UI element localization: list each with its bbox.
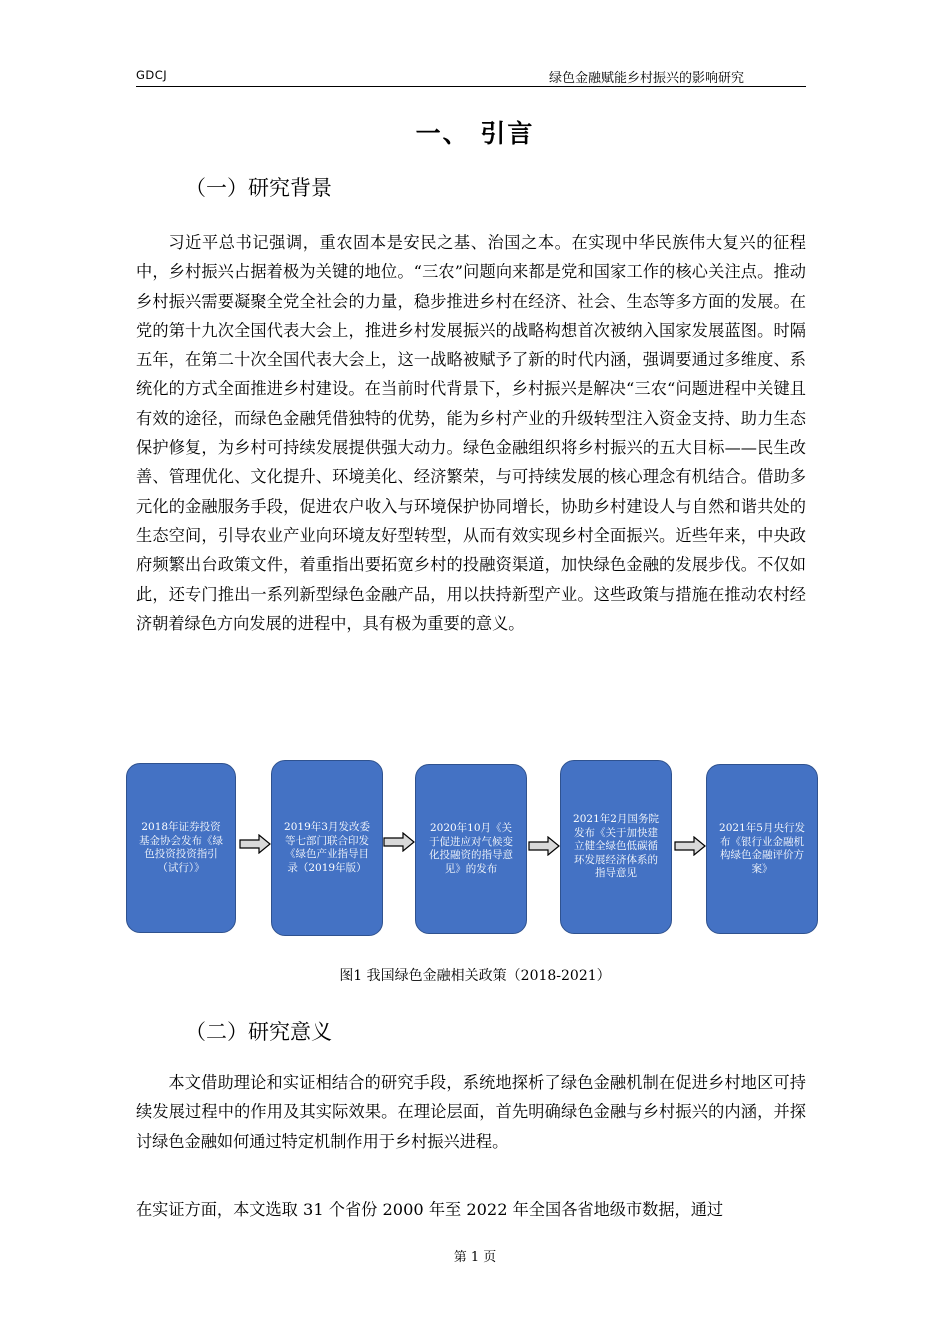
- flow-node-text: 2020年10月《关于促进应对气候变化投融资的指导意见》的发布: [429, 822, 513, 875]
- flow-node-text: 2018年证券投资基金协会发布《绿色投资投资指引（试行）》: [139, 821, 223, 874]
- right-arrow-icon: [674, 836, 706, 856]
- header-paper-title: 绿色金融赋能乡村振兴的影响研究: [548, 71, 744, 86]
- flow-node-text: 2019年3月发改委等七部门联合印发《绿色产业指导目录（2019年版）: [284, 821, 370, 874]
- page-header: [136, 66, 806, 87]
- significance-paragraph: 本文借助理论和实证相结合的研究手段，系统地探析了绿色金融机制在促进乡村地区可持续发展过程中的作用及其实际效果。在理论层面，首先明确绿色金融与乡村振兴的内涵，并探讨绿色金融如何通过特定机制作用于乡村振兴进程。: [136, 1073, 806, 1151]
- right-arrow-icon: [528, 836, 560, 856]
- header-journal-code: GDCJ: [136, 68, 168, 82]
- page-number: 第 1 页: [453, 1250, 497, 1265]
- flow-node-text: 2021年5月央行发布《银行业金融机构绿色金融评价方案》: [719, 822, 805, 875]
- background-paragraph: 习近平总书记强调，重农固本是安民之基、治国之本。在实现中华民族伟大复兴的征程中，乡村振兴占据着极为关键的地位。“三农”问题向来都是党和国家工作的核心关注点。推动乡村振兴需要凝聚全党全社会的力量，稳步推进乡村在经济、社会、生态等多方面的发展。在党的第十九次全国代表大会上，推进乡村发展振兴的战略构想首次被纳入国家发展蓝图。时隔五年，在第二十次全国代表大会上，这一战略被赋予了新的时代内涵，强调要通过多维度、系统化的方式全面推进乡村建设。在当前时代背景下，乡村振兴是解决“三农“问题进程中关键且有效的途径，而绿色金融凭借独特的优势，能为乡村产业的升级转型注入资金支持、助力生态保护修复，为乡村可持续发展提供强大动力。绿色金融组织将乡村振兴的五大目标——民生改善、管理优化、文化提升、环境美化、经济繁荣，与可持续发展的核心理念有机结合。借助多元化的金融服务手段，促进农户收入与环境保护协同增长，协助乡村建设人与自然和谐共处的生态空间，引导农业产业向环境友好型转型，从而有效实现乡村全面振兴。近些年来，中央政府频繁出台政策文件，着重指出要拓宽乡村的投融资渠道，加快绿色金融的发展步伐。不仅如此，还专门推出一系列新型绿色金融产品，用以扶持新型产业。这些政策与措施在推动农村经济朝着绿色方向发展的进程中，具有极为重要的意义。: [136, 233, 806, 633]
- right-arrow-icon: [239, 834, 271, 854]
- section-title-significance: （二）研究意义: [185, 1020, 332, 1044]
- flow-node-2021-may: [706, 764, 818, 934]
- figure-caption: 图1 我国绿色金融相关政策（2018-2021）: [339, 968, 611, 984]
- flow-node-2018: [126, 763, 236, 933]
- right-arrow-icon: [383, 832, 415, 852]
- flow-node-text: 2021年2月国务院发布《关于加快建立健全绿色低碳循环发展经济体系的指导意见: [573, 813, 659, 880]
- empirical-paragraph: 在实证方面，本文选取 31 个省份 2000 年至 2022 年全国各省地级市数据，通过: [136, 1200, 724, 1219]
- flow-node-2021-feb: [560, 760, 672, 934]
- flow-node-2019: [271, 760, 383, 936]
- flow-node-2020: [415, 764, 527, 934]
- section-title-background: （一）研究背景: [185, 176, 332, 200]
- policy-flowchart: [126, 760, 820, 936]
- chapter-title: 一、 引言: [415, 119, 535, 148]
